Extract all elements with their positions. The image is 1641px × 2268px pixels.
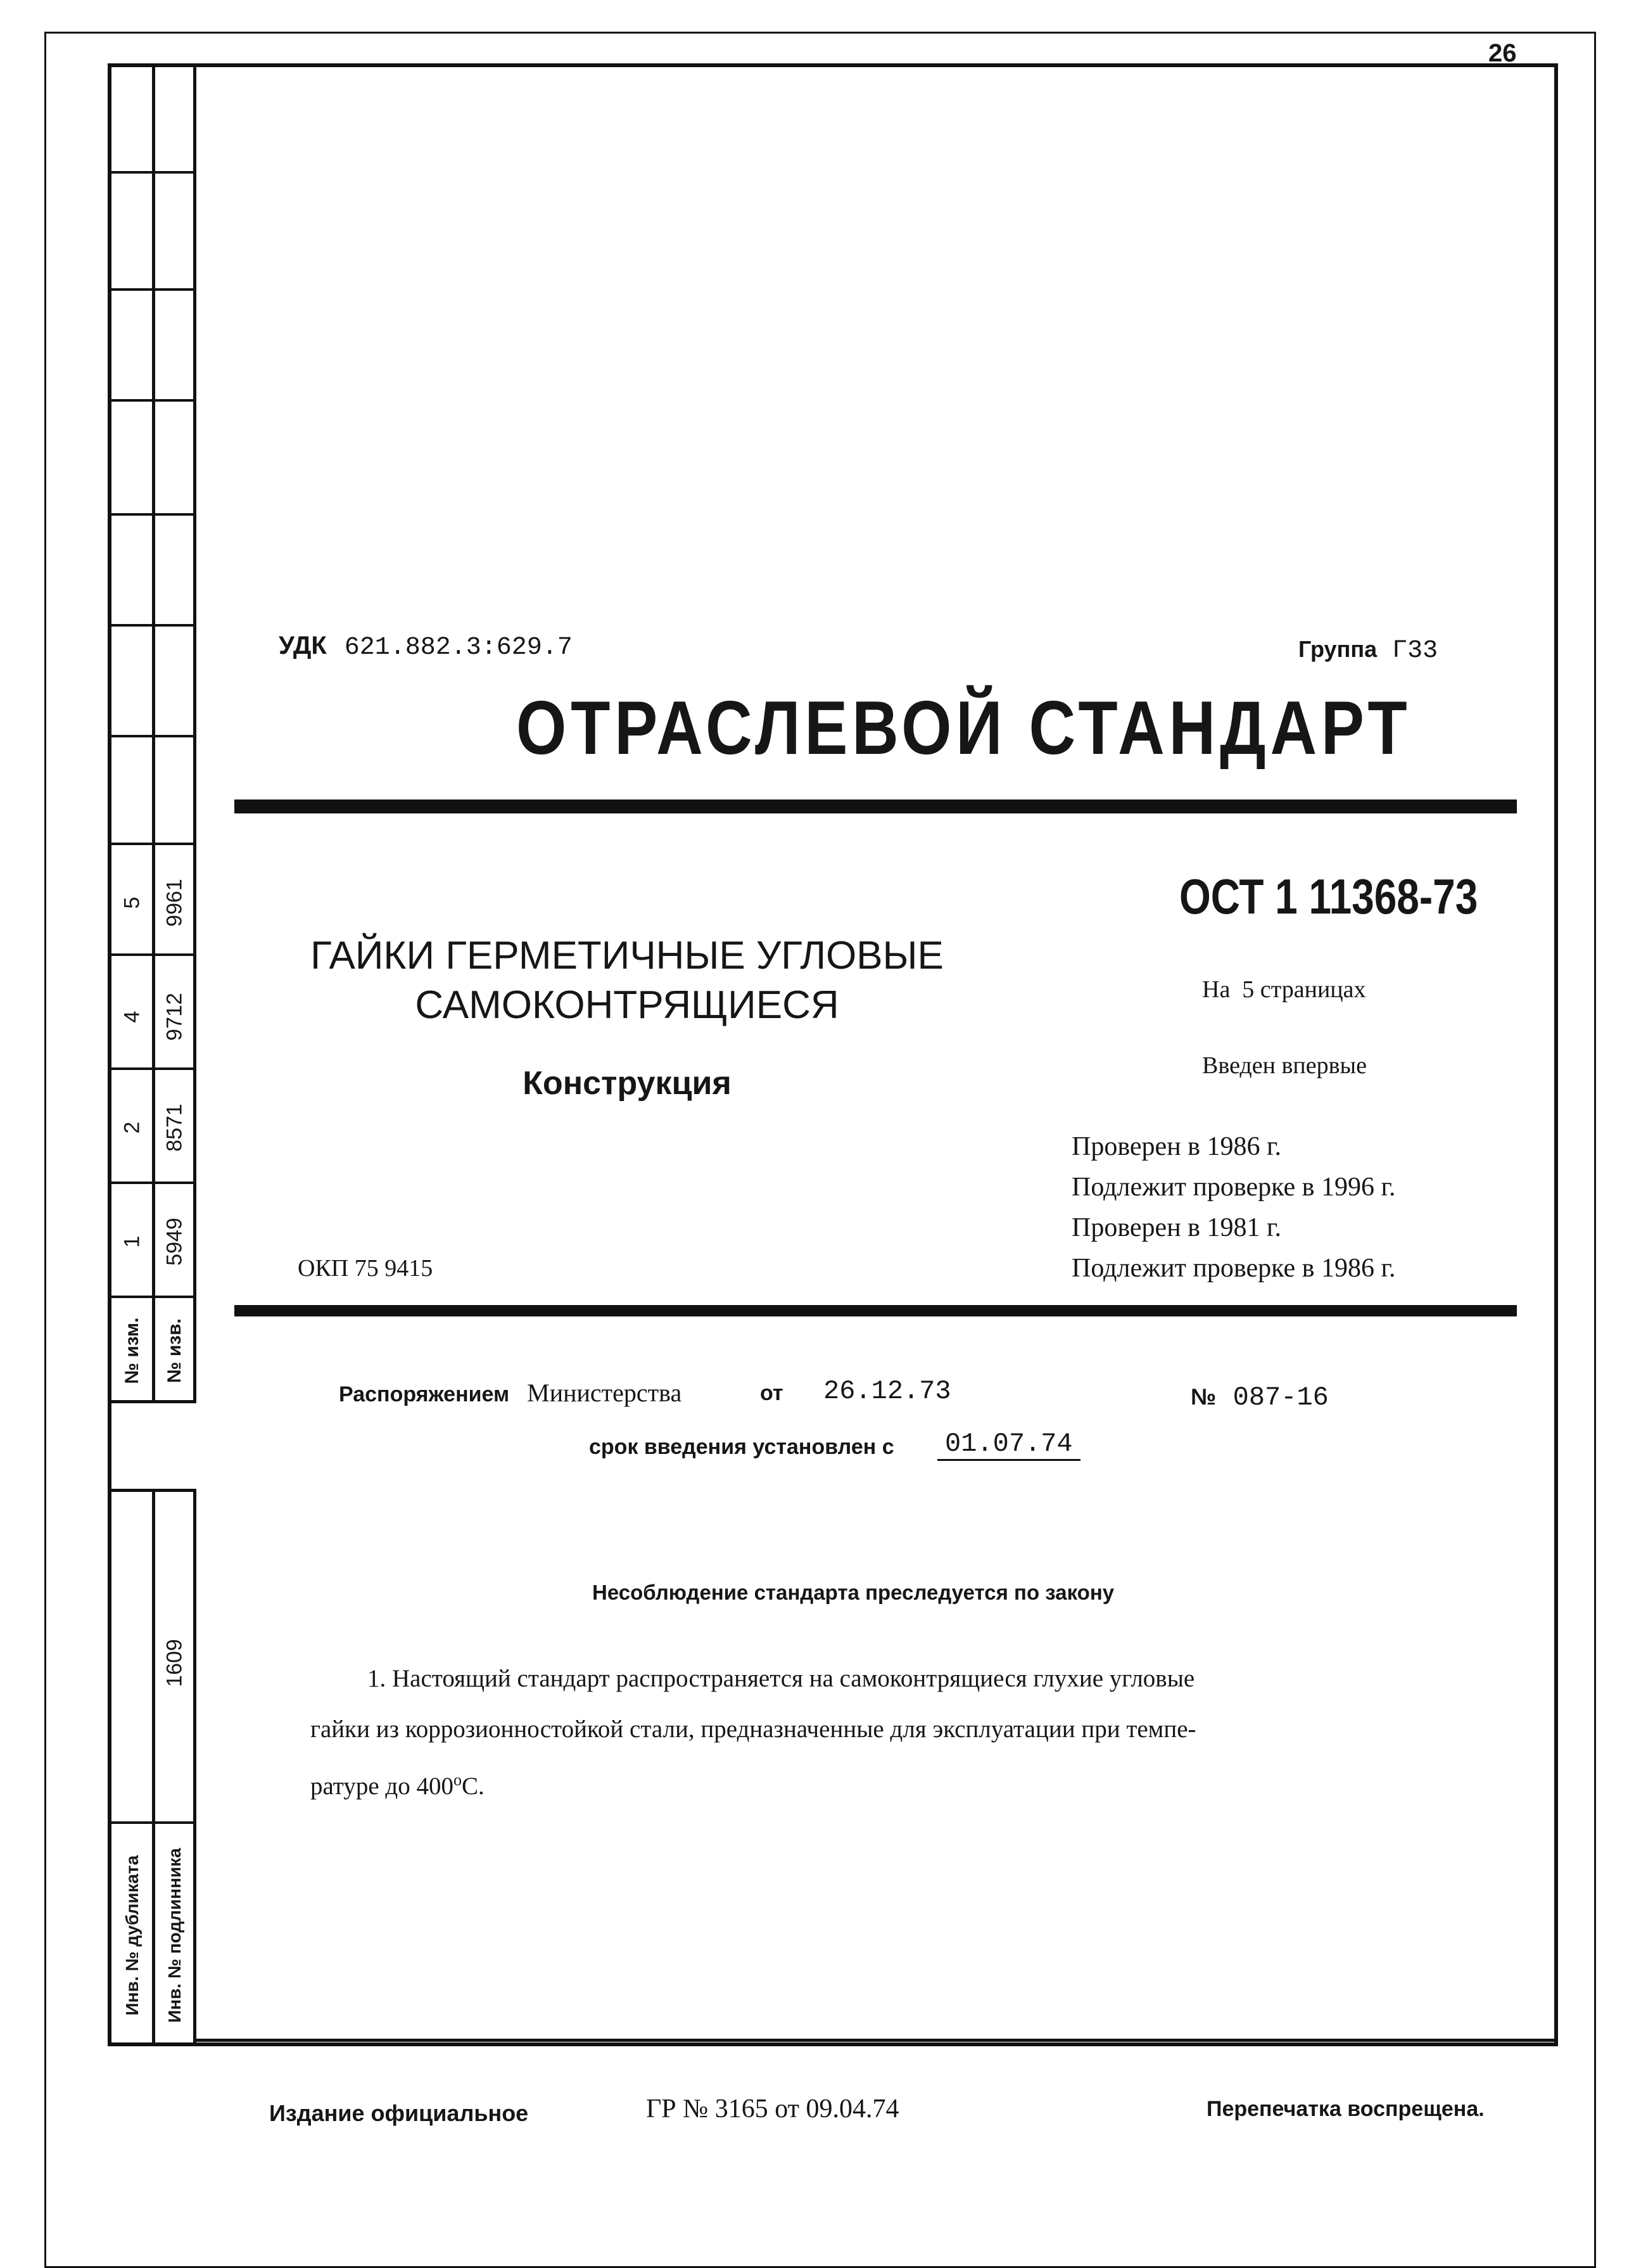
notice-number: 8571 <box>162 1104 187 1152</box>
inventory-number: 1609 <box>162 1639 187 1687</box>
change-number: 4 <box>120 1010 144 1023</box>
order-date: 26.12.73 <box>823 1376 951 1406</box>
notices-header: № изв. <box>164 1318 185 1383</box>
udk-line <box>279 630 573 662</box>
order-number-label: № <box>1191 1384 1217 1410</box>
check-line: Проверен в 1981 г. <box>1072 1213 1281 1242</box>
revision-block <box>108 63 196 1403</box>
order-number-line <box>1191 1381 1329 1413</box>
page-number: 26 <box>1488 39 1517 67</box>
group-line <box>1298 634 1438 665</box>
okp-code: ОКП 75 9415 <box>298 1255 433 1282</box>
group-label: Группа <box>1298 636 1378 662</box>
standard-name-line2: САМОКОНТРЯЩИЕСЯ <box>415 983 839 1027</box>
standard-name-line1: ГАЙКИ ГЕРМЕТИЧНЫЕ УГЛОВЫЕ <box>310 934 944 978</box>
order-line <box>339 1378 681 1408</box>
law-warning: Несоблюдение стандарта преследуется по закону <box>592 1581 1115 1604</box>
paragraph-line: 1. Настоящий стандарт распространяется на самоконтрящиеся глухие угловые <box>367 1665 1195 1692</box>
check-line: Подлежит проверке в 1996 г. <box>1072 1173 1396 1202</box>
paragraph-line: гайки из коррозионностойкой стали, предназначенные для эксплуатации при темпе- <box>310 1716 1196 1743</box>
duplicate-label: Инв. № дубликата <box>122 1855 142 2016</box>
original-label: Инв. № подлинника <box>165 1848 184 2023</box>
order-number: 087-16 <box>1232 1382 1329 1413</box>
notice-number: 9961 <box>162 879 187 927</box>
group-value: Г33 <box>1392 637 1438 665</box>
effective-label: срок введения установлен с <box>589 1435 894 1459</box>
footer-registration: ГР № 3165 от 09.04.74 <box>646 2094 899 2124</box>
paragraph-1 <box>310 1653 1196 1812</box>
change-number: 1 <box>120 1235 144 1248</box>
change-number: 5 <box>120 896 144 909</box>
udk-value: 621.882.3:629.7 <box>344 634 573 662</box>
notice-number: 5949 <box>162 1218 187 1266</box>
footer-reprint: Перепечатка воспрещена. <box>1207 2097 1485 2121</box>
notice-number: 9712 <box>162 993 187 1041</box>
udk-label: УДК <box>279 632 327 659</box>
check-history <box>1072 1126 1395 1289</box>
footer-top-rule <box>196 2039 1558 2042</box>
changes-header: № изм. <box>122 1317 143 1384</box>
standard-subtitle: Конструкция <box>523 1065 732 1102</box>
paragraph-line: ратуре до $400^оС$. <box>310 1771 485 1800</box>
block-rule <box>234 1305 1517 1316</box>
introduced-note: Введен впервые <box>1202 1052 1367 1079</box>
effective-date: 01.07.74 <box>937 1429 1080 1461</box>
check-line: Подлежит проверке в 1986 г. <box>1072 1254 1396 1283</box>
title-rule <box>234 800 1517 813</box>
footer-official: Издание официальное <box>269 2100 529 2126</box>
pages-count: На 5 страницах <box>1202 976 1366 1003</box>
order-label: Распоряжением <box>339 1382 510 1406</box>
order-from-label: от <box>760 1381 783 1405</box>
page-title: ОТРАСЛЕВОЙ СТАНДАРТ <box>516 685 1412 770</box>
order-ministry: Министерства <box>527 1379 682 1407</box>
standard-name <box>241 931 1013 1030</box>
check-line: Проверен в 1986 г. <box>1072 1132 1281 1161</box>
standard-code: ОСТ 1 11368-73 <box>1179 869 1478 924</box>
inventory-block <box>108 1489 196 2046</box>
change-number: 2 <box>120 1121 144 1134</box>
